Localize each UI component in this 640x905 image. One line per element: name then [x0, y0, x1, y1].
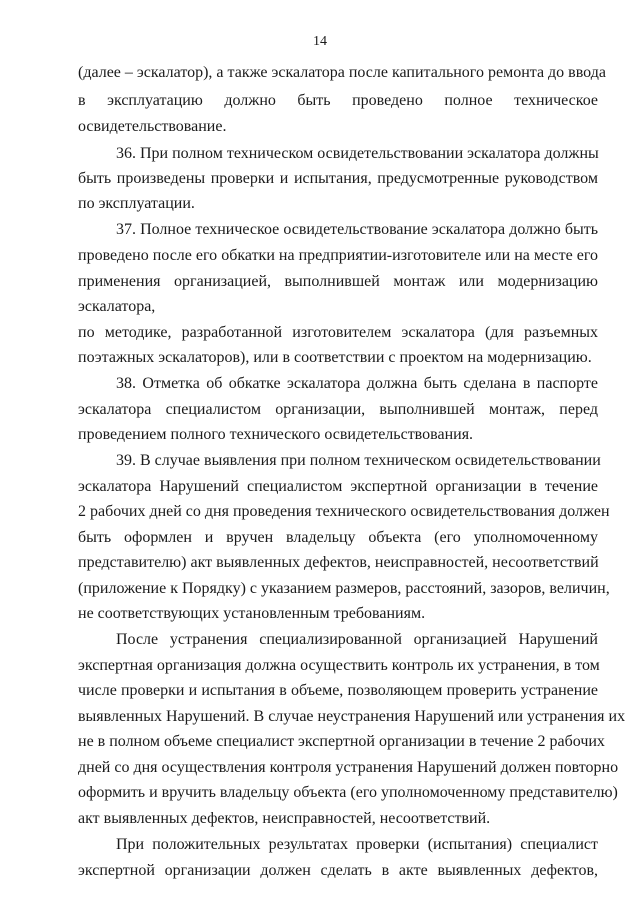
text-line: по методике, разработанной изготовителем эскалатора (для разъемных [78, 324, 598, 341]
text-line: экспертной организации должен сделать в акте выявленных дефектов, [78, 862, 598, 879]
paragraph-after-removal-start: После устранения специализированной организацией Нарушений [116, 631, 598, 648]
paragraph-38-start: 38. Отметка об обкатке эскалатора должна быть сделана в паспорте [116, 375, 598, 392]
text-line: экспертная организация должна осуществить контроль их устранения, в том [78, 657, 600, 674]
text-line: оформить и вручить владельцу объекта (его уполномоченному представителю) [78, 784, 618, 801]
paragraph-39-start: 39. В случае выявления при полном техническом освидетельствовании [116, 452, 601, 469]
text-line: проведением полного технического освидетельствования. [78, 426, 474, 443]
text-line: в эксплуатацию должно быть проведено полное техническое [78, 92, 598, 109]
paragraph-37-start: 37. Полное техническое освидетельствование эскалатора должно быть [116, 221, 598, 238]
text-line: эскалатора специалистом организации, выполнившей монтаж, перед [78, 401, 598, 418]
text-line: (далее – эскалатор), а также эскалатора после капитального ремонта до ввода [78, 64, 606, 81]
text-line: (приложение к Порядку) с указанием размеров, расстояний, зазоров, величин, [78, 580, 610, 597]
text-line: числе проверки и испытания в объеме, позволяющем проверить устранение [78, 682, 598, 699]
page-number: 14 [313, 34, 327, 49]
text-line: быть оформлен и вручен владельцу объекта (его уполномоченному [78, 529, 598, 546]
text-line: проведено после его обкатки на предприятии-изготовителе или на месте его [78, 247, 598, 264]
paragraph-positive-results-start: При положительных результатах проверки (испытания) специалист [116, 836, 598, 853]
text-line: поэтажных эскалаторов), или в соответствии с проектом на модернизацию. [78, 349, 592, 366]
text-line: представителю) акт выявленных дефектов, неисправностей, несоответствий [78, 554, 599, 571]
text-line: по эксплуатации. [78, 195, 195, 212]
text-line: применения организацией, выполнившей монтаж или модернизацию [78, 273, 598, 290]
text-line: эскалатора, [78, 298, 156, 315]
text-line: освидетельствование. [78, 118, 227, 135]
text-line: не соответствующих установленным требованиям. [78, 605, 426, 622]
text-line: акт выявленных дефектов, неисправностей, несоответствий. [78, 810, 491, 827]
text-line: не в полном объеме специалист экспертной организации в течение 2 рабочих [78, 733, 605, 750]
text-line: 2 рабочих дней со дня проведения технического освидетельствования должен [78, 503, 610, 520]
text-line: быть произведены проверки и испытания, предусмотренные руководством [78, 170, 598, 187]
text-line: дней со дня осуществления контроля устранения Нарушений должен повторно [78, 759, 619, 776]
text-line: выявленных Нарушений. В случае неустранения Нарушений или устранения их [78, 708, 626, 725]
text-line: эскалатора Нарушений специалистом экспертной организации в течение [78, 478, 598, 495]
paragraph-36-start: 36. При полном техническом освидетельствовании эскалатора должны [116, 145, 599, 162]
